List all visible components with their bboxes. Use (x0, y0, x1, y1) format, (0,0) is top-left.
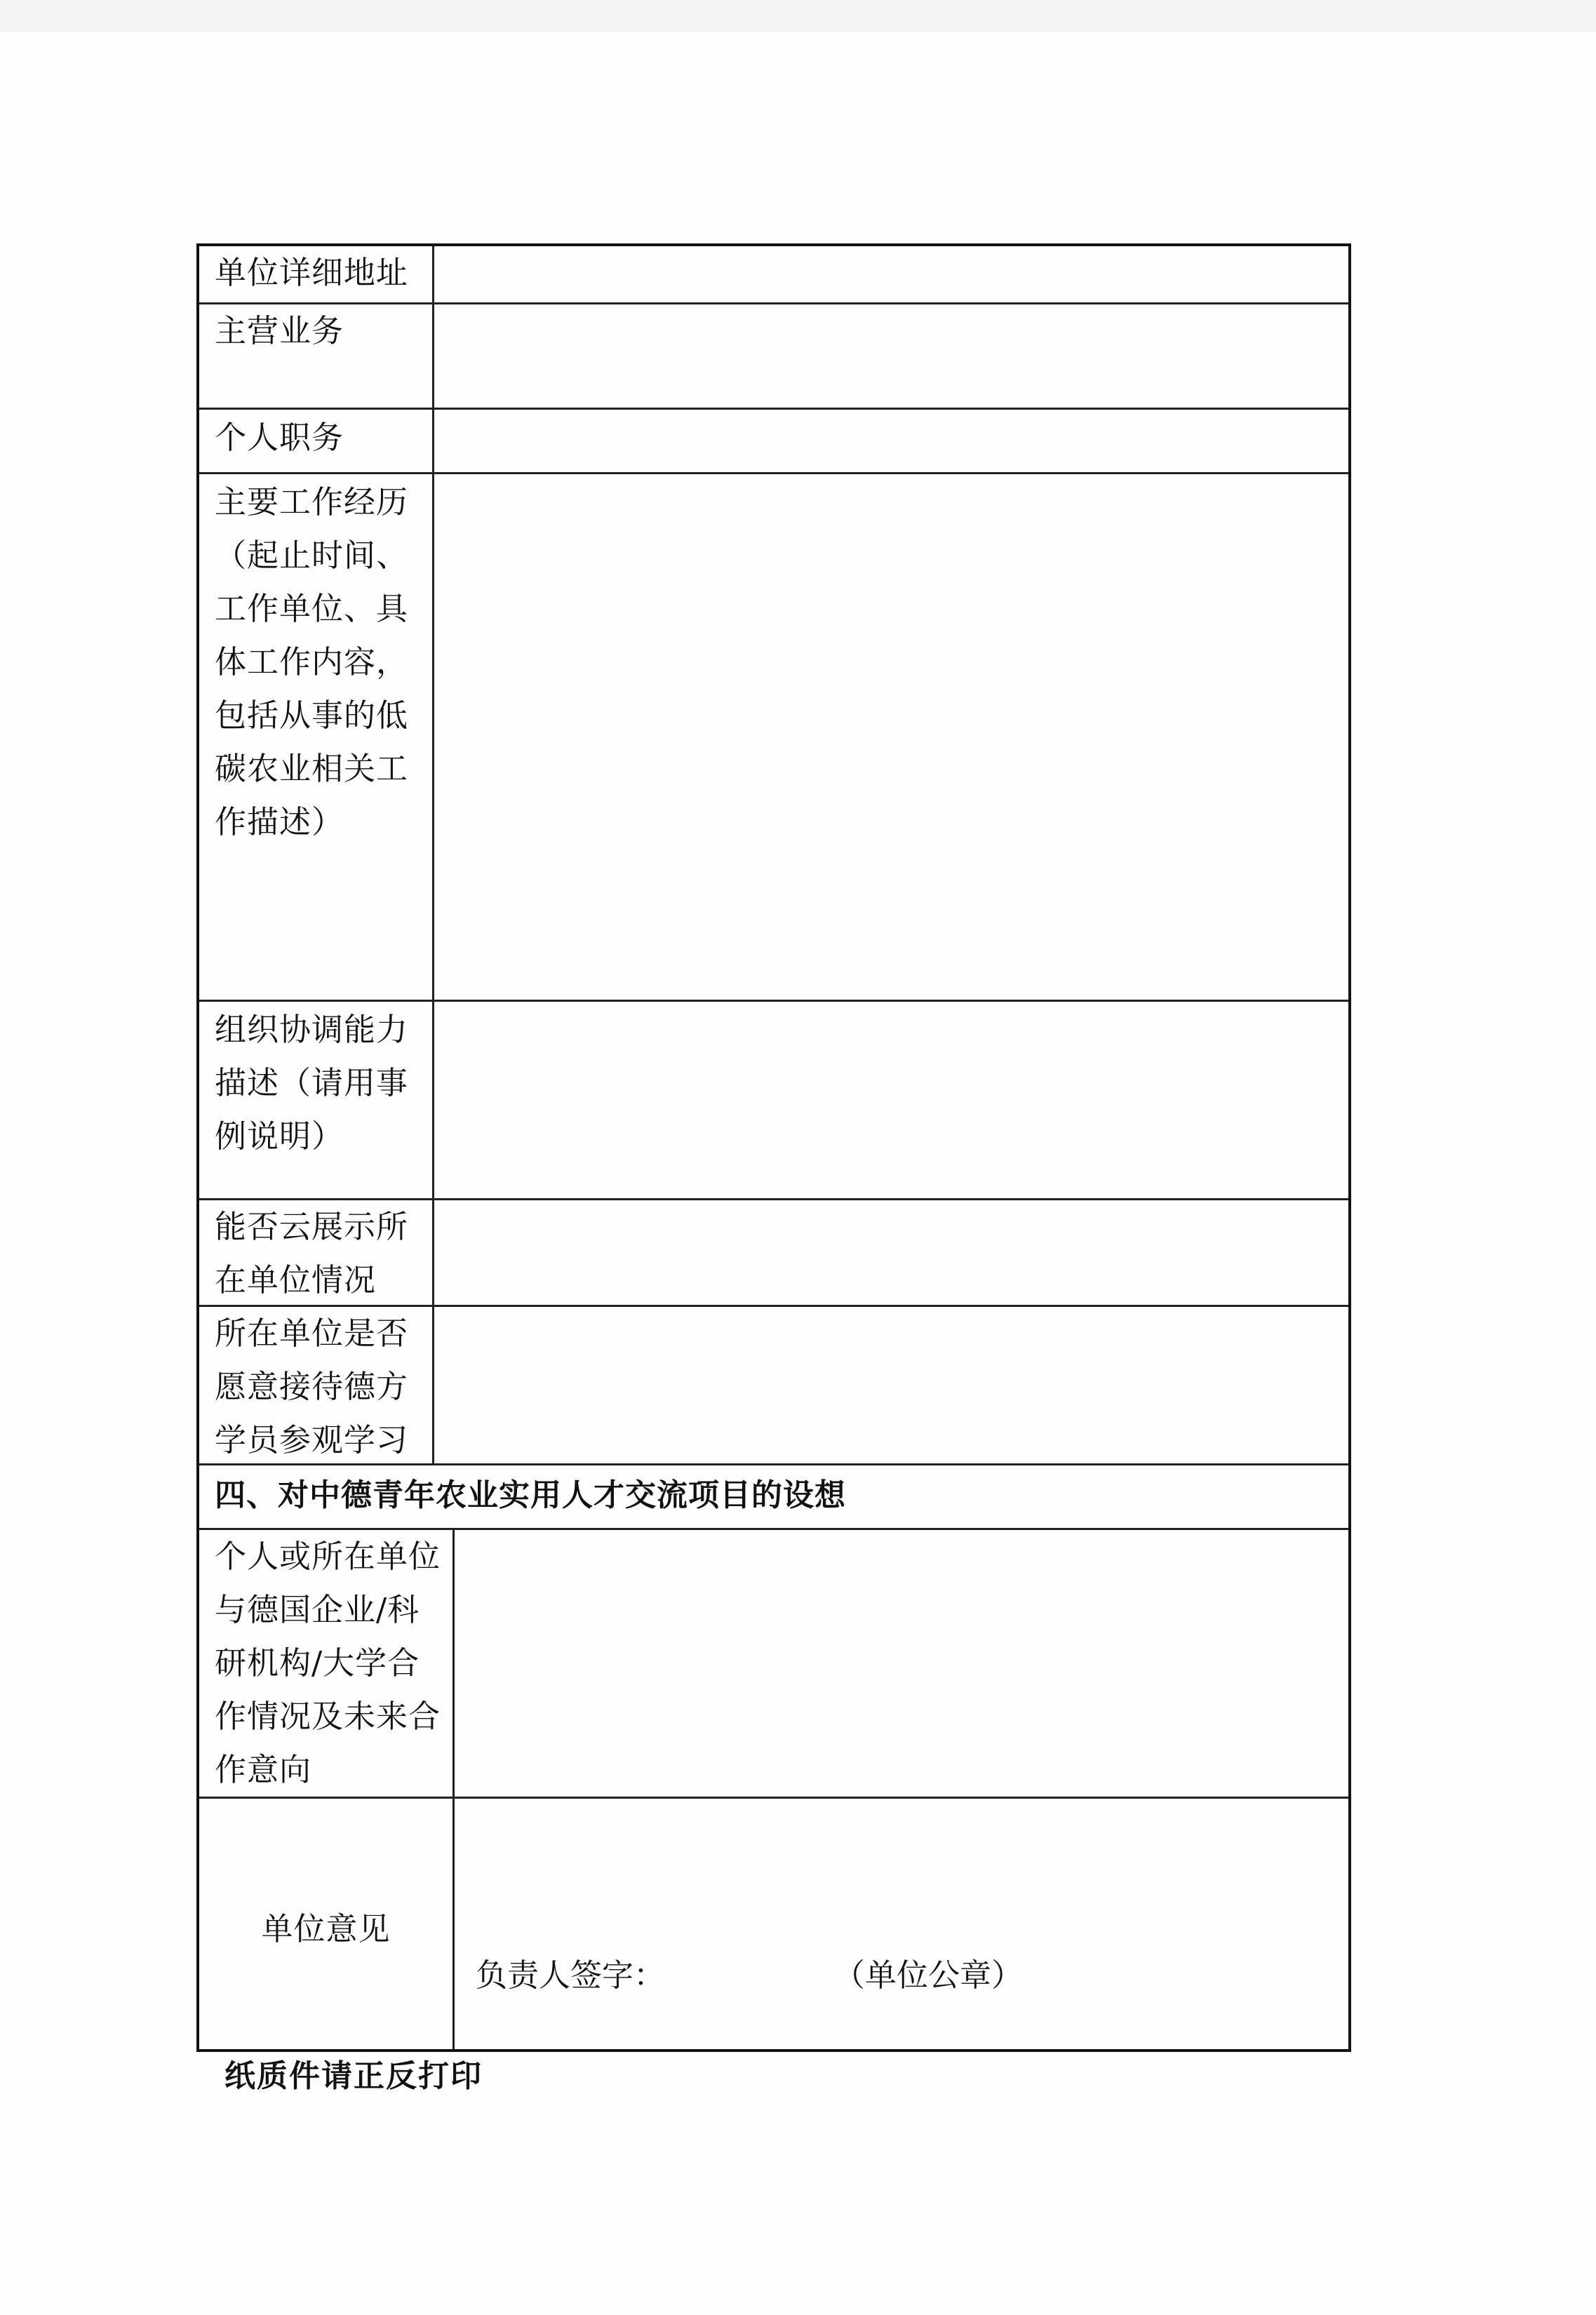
section-four-header (199, 1463, 1348, 1528)
host-visitors-field[interactable] (434, 1307, 1348, 1463)
personal-position-field[interactable] (434, 410, 1348, 472)
row-host-visitors (199, 1305, 1348, 1463)
coordination-ability-label: 组织协调能力 描述（请用事 例说明） (199, 1002, 434, 1198)
unit-opinion-label-cell (199, 1799, 455, 2049)
personal-position-label: 个人职务 (199, 410, 434, 472)
german-cooperation-field[interactable] (455, 1530, 1348, 1797)
application-form-table (196, 243, 1351, 2052)
main-business-label: 主营业务 (199, 304, 434, 408)
unit-opinion-label: 单位意见 (261, 1910, 391, 1947)
work-experience-label: 主要工作经历 （起止时间、 工作单位、具 体工作内容， 包括从事的低 碳农业相关工 作描述） (199, 474, 434, 1000)
row-coordination-ability (199, 1000, 1348, 1198)
german-cooperation-label: 个人或所在单位 与德国企业/科 研机构/大学合 作情况及未来合 作意向 (199, 1530, 455, 1797)
print-note: 纸质件请正反打印 (224, 2058, 483, 2094)
unit-seal-label: （单位公章） (833, 1957, 1024, 1994)
coordination-ability-field[interactable] (434, 1002, 1348, 1198)
section-four-title: 四、对中德青年农业实用人才交流项目的设想 (215, 1477, 846, 1513)
row-unit-address (199, 246, 1348, 302)
scan-top-edge (0, 0, 1596, 32)
work-experience-field[interactable] (434, 474, 1348, 1000)
row-personal-position (199, 408, 1348, 472)
cloud-display-field[interactable] (434, 1200, 1348, 1305)
unit-opinion-field[interactable] (455, 1799, 1348, 2049)
signature-label: 负责人签字： (476, 1957, 666, 1994)
cloud-display-label: 能否云展示所 在单位情况 (199, 1200, 434, 1305)
row-german-cooperation (199, 1528, 1348, 1797)
unit-address-field[interactable] (434, 246, 1348, 302)
host-visitors-label: 所在单位是否 愿意接待德方 学员参观学习 (199, 1307, 434, 1463)
unit-address-label: 单位详细地址 (199, 246, 434, 302)
row-unit-opinion (199, 1797, 1348, 2049)
row-work-experience (199, 472, 1348, 1000)
main-business-field[interactable] (434, 304, 1348, 408)
row-cloud-display (199, 1198, 1348, 1305)
row-main-business (199, 302, 1348, 408)
